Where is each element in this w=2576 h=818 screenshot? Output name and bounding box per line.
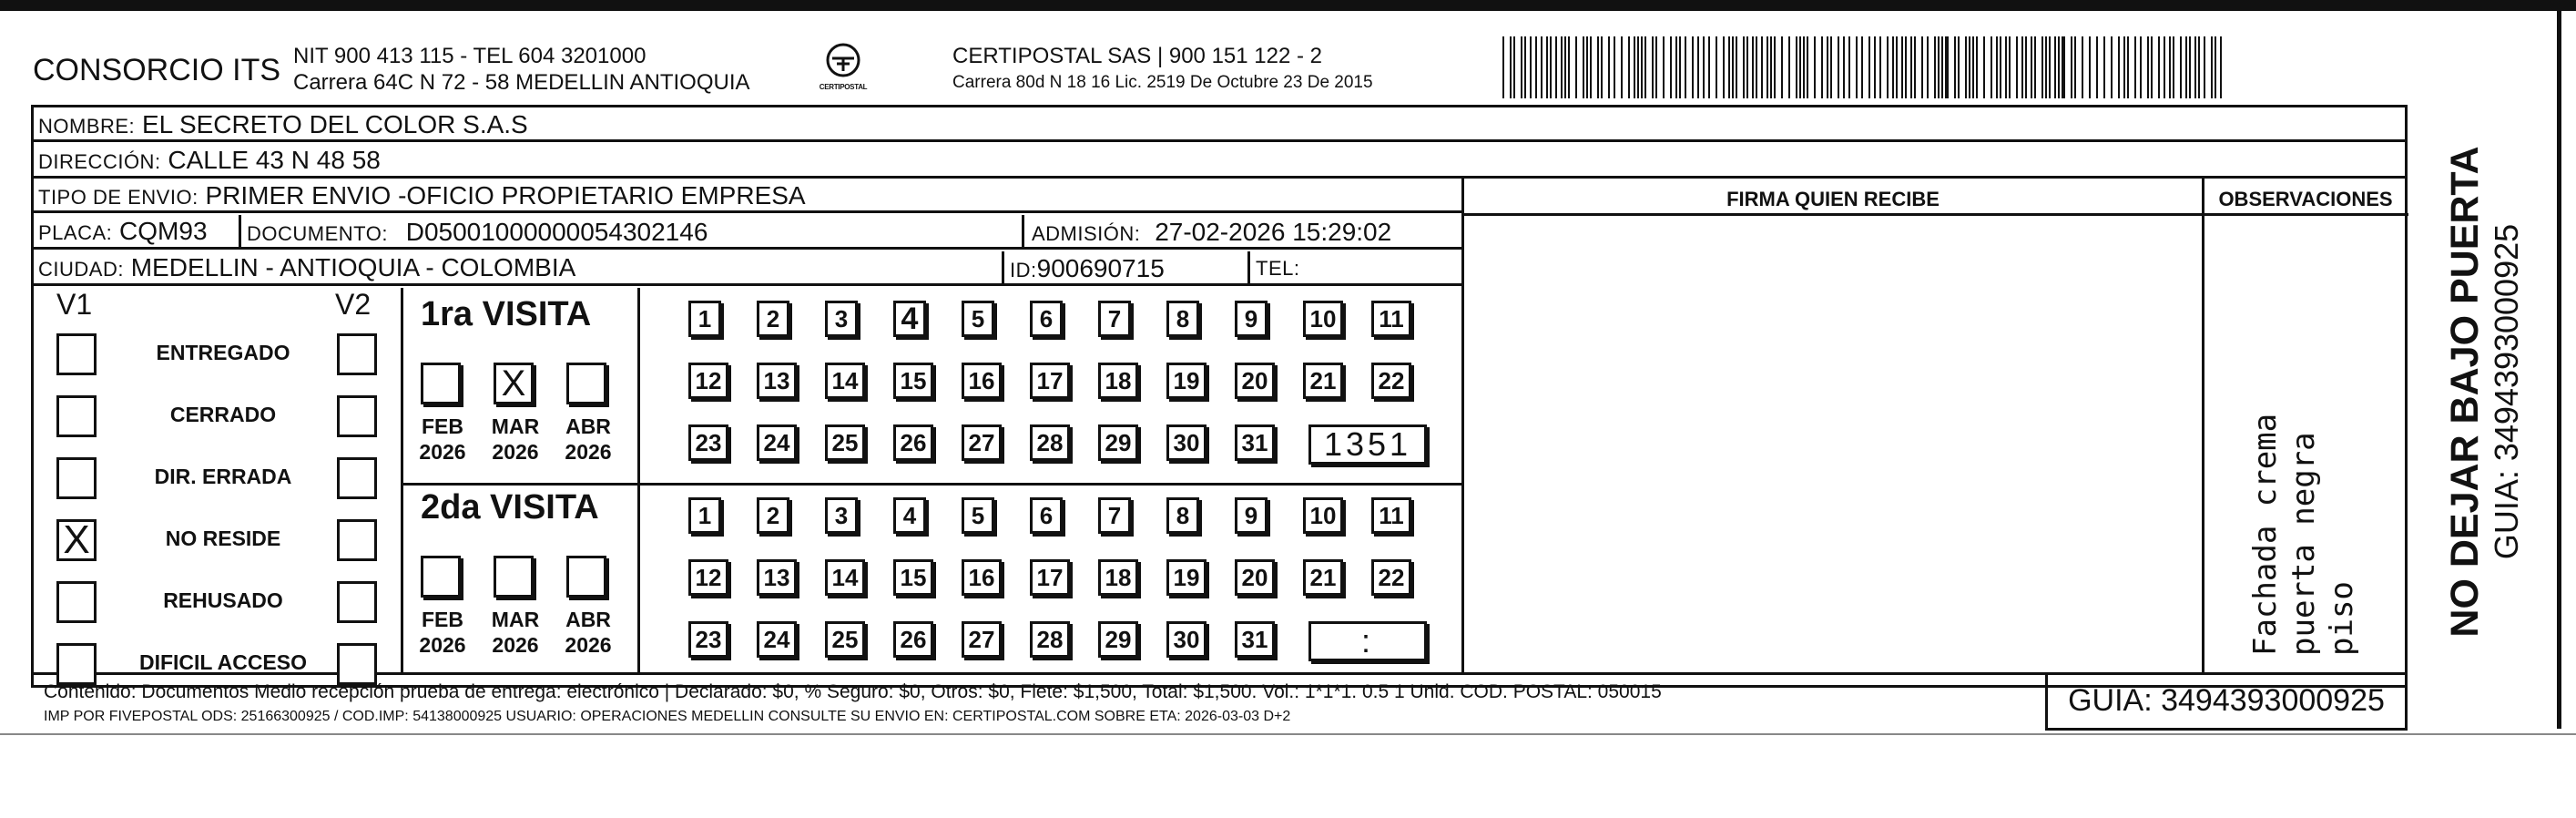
day-box[interactable]: 14 (825, 559, 865, 596)
month-year: 2026 (565, 440, 612, 464)
documento-cell: DOCUMENTO: D05001000000054302146 (239, 215, 1022, 248)
barcode-bar (1716, 36, 1717, 98)
footer-line-2: IMP POR FIVEPOSTAL ODS: 25166300925 / COD.IMP: 54138000925 USUARIO: OPERACIONES MEDELLIN CONSULTE SU ENVIO EN: CERTIPOSTAL.COM SOBRE ETA: 2026-03-03 D+2 (44, 709, 1291, 724)
barcode (1502, 36, 2231, 98)
day-box[interactable]: 29 (1098, 621, 1138, 658)
barcode-bar (1934, 36, 1936, 98)
company-nit: NIT 900 413 115 - TEL 604 3201000 (293, 44, 647, 68)
barcode-bar (1976, 36, 1978, 98)
day-box[interactable]: 8 (1166, 301, 1199, 337)
day-box[interactable]: 12 (688, 363, 728, 399)
barcode-bar (1644, 36, 1646, 98)
visit1-title: 1ra VISITA (421, 295, 592, 333)
barcode-bar (1555, 36, 1557, 98)
day-box[interactable]: 29 (1098, 424, 1138, 461)
time-box[interactable]: 1351 (1308, 424, 1427, 465)
barcode-bar (1969, 36, 1970, 98)
month-year: 2026 (492, 633, 539, 657)
barcode-bar (1848, 36, 1850, 98)
barcode-bar (1550, 36, 1552, 98)
barcode-bar (1830, 36, 1832, 98)
barcode-bar (2123, 36, 2125, 98)
day-box[interactable]: 5 (962, 497, 994, 534)
v2-label: V2 (335, 288, 372, 321)
day-box[interactable]: 1 (688, 497, 721, 534)
admision-cell: ADMISIÓN: 27-02-2026 15:29:02 (1022, 215, 1459, 248)
month-checkbox[interactable] (421, 363, 461, 404)
day-box[interactable]: 24 (757, 424, 797, 461)
barcode-bar (2185, 36, 2187, 98)
day-box[interactable]: 4 (893, 301, 926, 337)
v2-checkbox[interactable] (337, 457, 377, 499)
barcode-bar (1685, 36, 1686, 98)
day-box[interactable]: 22 (1371, 559, 1411, 596)
v1-checkbox[interactable] (56, 395, 97, 437)
status-label: REHUSADO (163, 588, 283, 612)
barcode-bar (2031, 36, 2032, 98)
month-checkbox[interactable] (566, 556, 606, 598)
v1-checkbox[interactable]: X (56, 519, 97, 561)
status-label: ENTREGADO (156, 341, 290, 364)
barcode-bar (1670, 36, 1672, 98)
day-box[interactable]: 12 (688, 559, 728, 596)
day-box[interactable]: 4 (893, 497, 926, 534)
day-box[interactable]: 30 (1166, 424, 1207, 461)
month-year: 2026 (419, 440, 466, 464)
barcode-bar (1843, 36, 1845, 98)
status-label: DIFICIL ACCESO (138, 650, 307, 674)
day-box[interactable]: 15 (893, 363, 933, 399)
barcode-bar (1807, 36, 1808, 98)
barcode-bar (2164, 36, 2165, 98)
months-divider (637, 288, 640, 674)
day-box[interactable]: 8 (1166, 497, 1199, 534)
day-box[interactable]: 7 (1098, 497, 1131, 534)
footer-guia-box (2045, 674, 2408, 731)
barcode-bar (1524, 36, 1526, 98)
courier-license: Carrera 80d N 18 16 Lic. 2519 De Octubre 23 De 2015 (952, 73, 1373, 92)
day-box[interactable]: 25 (825, 621, 865, 658)
bottom-rule (0, 733, 2576, 735)
barcode-bar (1614, 36, 1615, 98)
v1-checkbox[interactable] (56, 643, 97, 685)
barcode-bar (2215, 36, 2216, 98)
day-box[interactable]: 24 (757, 621, 797, 658)
month-name: FEB (422, 414, 463, 438)
month-year: 2026 (565, 633, 612, 657)
barcode-bar (1663, 36, 1665, 98)
barcode-bar (1781, 36, 1783, 98)
v2-checkbox[interactable] (337, 643, 377, 685)
barcode-bar (2096, 36, 2098, 98)
id-value: 900690715 (1036, 254, 1165, 282)
v2-checkbox[interactable] (337, 581, 377, 623)
barcode-bar (2009, 36, 2011, 98)
barcode-bar (2220, 36, 2222, 98)
barcode-bar (2025, 36, 2027, 98)
observations-handwriting (2213, 228, 2395, 665)
barcode-bar (1767, 36, 1768, 98)
day-box[interactable]: 6 (1030, 497, 1063, 534)
barcode-bar (2045, 36, 2047, 98)
day-box[interactable]: 16 (962, 363, 1002, 399)
barcode-bar (2189, 36, 2191, 98)
barcode-bar (1921, 36, 1923, 98)
day-box[interactable]: 9 (1235, 301, 1268, 337)
barcode-bar (1561, 36, 1563, 98)
status-label: NO RESIDE (165, 527, 281, 550)
day-box[interactable]: 22 (1371, 363, 1411, 399)
obs-left-divider (2202, 179, 2204, 674)
barcode-bar (1723, 36, 1725, 98)
day-box[interactable]: 3 (825, 497, 858, 534)
firma-left-divider (1461, 179, 1464, 674)
barcode-bar (2118, 36, 2120, 98)
day-box[interactable]: 21 (1303, 363, 1343, 399)
day-box[interactable]: 17 (1030, 559, 1070, 596)
direccion-value: CALLE 43 N 48 58 (168, 146, 381, 174)
row-tipo: TIPO DE ENVIO: PRIMER ENVIO -OFICIO PROPIETARIO EMPRESA (33, 179, 1462, 213)
day-box[interactable]: 19 (1166, 363, 1207, 399)
barcode-bar (2127, 36, 2129, 98)
barcode-bar (2151, 36, 2153, 98)
barcode-bar (1879, 36, 1881, 98)
barcode-bar (1628, 36, 1630, 98)
logo-text: CERTIPOSTAL (819, 83, 868, 91)
barcode-bar (2180, 36, 2182, 98)
barcode-bar (1752, 36, 1754, 98)
barcode-bar (1708, 36, 1710, 98)
obs-line-1: Fachada crema (2247, 413, 2284, 656)
no-dejar-notice: NO DEJAR BAJO PUERTA (2443, 146, 2487, 638)
day-box[interactable]: 11 (1371, 301, 1411, 337)
barcode-bar (2194, 36, 2196, 98)
day-box[interactable]: 28 (1030, 621, 1070, 658)
barcode-bar (1983, 36, 1985, 98)
ciudad-value: MEDELLIN - ANTIOQUIA - COLOMBIA (130, 253, 576, 281)
barcode-bar (1965, 36, 1967, 98)
barcode-bar (1679, 36, 1681, 98)
day-box[interactable]: 23 (688, 621, 728, 658)
observaciones-column-header: OBSERVACIONES (2218, 188, 2393, 210)
row-nombre: NOMBRE: EL SECRETO DEL COLOR S.A.S (33, 107, 2405, 142)
barcode-bar (2140, 36, 2142, 98)
barcode-bar (2034, 36, 2036, 98)
barcode-bar (2071, 36, 2072, 98)
barcode-bar (1938, 36, 1940, 98)
barcode-bar (1821, 36, 1823, 98)
barcode-bar (1774, 36, 1776, 98)
barcode-bar (1941, 36, 1943, 98)
visit-divider (401, 483, 1464, 486)
barcode-bar (1736, 36, 1737, 98)
day-box[interactable]: 23 (688, 424, 728, 461)
day-box[interactable]: 13 (757, 363, 797, 399)
barcode-bar (1601, 36, 1603, 98)
day-box[interactable]: 31 (1235, 621, 1275, 658)
row-placa: PLACA: CQM93 (33, 213, 1462, 250)
barcode-bar (1803, 36, 1805, 98)
barcode-bar (1637, 36, 1639, 98)
barcode-bar (1621, 36, 1623, 98)
barcode-bar (2074, 36, 2076, 98)
month-checkbox[interactable] (566, 363, 606, 404)
barcode-bar (1892, 36, 1894, 98)
barcode-bar (1586, 36, 1588, 98)
barcode-bar (1796, 36, 1797, 98)
day-box[interactable]: 20 (1235, 363, 1275, 399)
obs-line-2: puerta negra (2286, 432, 2322, 656)
barcode-bar (1590, 36, 1592, 98)
barcode-bar (1945, 36, 1949, 98)
barcode-bar (2211, 36, 2213, 98)
barcode-bar (2147, 36, 2149, 98)
day-box[interactable]: 18 (1098, 363, 1138, 399)
day-box[interactable]: 10 (1303, 301, 1343, 337)
day-box[interactable]: 17 (1030, 363, 1070, 399)
barcode-bar (1761, 36, 1763, 98)
firma-column-header: FIRMA QUIEN RECIBE (1726, 188, 1940, 210)
obs-line-3: piso (2324, 581, 2360, 656)
barcode-bar (1608, 36, 1610, 98)
tipo-value: PRIMER ENVIO -OFICIO PROPIETARIO EMPRESA (205, 181, 806, 210)
barcode-bar (1575, 36, 1577, 98)
visit2-title: 2da VISITA (421, 488, 599, 527)
barcode-bar (1675, 36, 1677, 98)
month-name: FEB (422, 608, 463, 631)
day-box[interactable]: 2 (757, 497, 789, 534)
header-underline (1461, 213, 2408, 216)
day-box[interactable]: 9 (1235, 497, 1268, 534)
day-box[interactable]: 14 (825, 363, 865, 399)
month-name: MAR (491, 608, 540, 631)
barcode-bar (1597, 36, 1599, 98)
barcode-bar (1513, 36, 1515, 98)
placa-value: CQM93 (119, 217, 208, 245)
day-box[interactable]: 13 (757, 559, 797, 596)
day-box[interactable]: 1 (688, 301, 721, 337)
day-box[interactable]: 20 (1235, 559, 1275, 596)
barcode-bar (2082, 36, 2083, 98)
barcode-bar (1991, 36, 1992, 98)
nombre-value: EL SECRETO DEL COLOR S.A.S (141, 110, 528, 138)
v2-checkbox[interactable] (337, 333, 377, 375)
barcode-bar (1583, 36, 1584, 98)
barcode-bar (1788, 36, 1790, 98)
barcode-bar (1732, 36, 1734, 98)
barcode-bar (2058, 36, 2060, 98)
documento-value: D05001000000054302146 (405, 218, 708, 246)
month-year: 2026 (419, 633, 466, 657)
day-box[interactable]: 7 (1098, 301, 1131, 337)
barcode-bar (1910, 36, 1912, 98)
barcode-bar (2204, 36, 2205, 98)
barcode-bar (1697, 36, 1699, 98)
logo-icon (822, 42, 864, 78)
day-box[interactable]: 31 (1235, 424, 1275, 461)
barcode-bar (1874, 36, 1876, 98)
company-address: Carrera 64C N 72 - 58 MEDELLIN ANTIOQUIA (293, 70, 750, 95)
barcode-bar (2111, 36, 2113, 98)
barcode-bar (2021, 36, 2023, 98)
day-box[interactable]: 25 (825, 424, 865, 461)
courier-name: CERTIPOSTAL SAS | 900 151 122 - 2 (952, 44, 1322, 68)
company-name: CONSORCIO ITS (33, 53, 281, 87)
status-divider (401, 288, 403, 674)
day-box[interactable]: 27 (962, 424, 1002, 461)
barcode-bar (1568, 36, 1570, 98)
barcode-bar (2000, 36, 2001, 98)
barcode-bar (2089, 36, 2091, 98)
certipostal-logo (816, 42, 871, 102)
day-box[interactable]: 11 (1371, 497, 1411, 534)
day-box[interactable]: 30 (1166, 621, 1207, 658)
barcode-bar (1655, 36, 1657, 98)
v1-label: V1 (56, 288, 93, 321)
day-box[interactable]: 21 (1303, 559, 1343, 596)
barcode-bar (2103, 36, 2105, 98)
tel-cell: TEL: (1247, 251, 1459, 284)
barcode-bar (1692, 36, 1694, 98)
v1-checkbox[interactable] (56, 333, 97, 375)
month-checkbox[interactable] (494, 556, 534, 598)
barcode-bar (1827, 36, 1828, 98)
barcode-bar (1856, 36, 1858, 98)
side-guia: GUIA: 3494393000925 (2488, 223, 2525, 560)
barcode-bar (2173, 36, 2174, 98)
barcode-bar (1535, 36, 1537, 98)
v2-checkbox[interactable] (337, 519, 377, 561)
barcode-bar (1954, 36, 1956, 98)
barcode-bar (1861, 36, 1863, 98)
day-box[interactable]: 10 (1303, 497, 1343, 534)
day-box[interactable]: 6 (1030, 301, 1063, 337)
barcode-bar (2005, 36, 2007, 98)
barcode-bar (1652, 36, 1654, 98)
barcode-bar (1564, 36, 1566, 98)
admision-value: 27-02-2026 15:29:02 (1155, 218, 1392, 246)
day-box[interactable]: 15 (893, 559, 933, 596)
barcode-bar (1838, 36, 1839, 98)
barcode-bar (1887, 36, 1889, 98)
barcode-bar (1799, 36, 1801, 98)
row-direccion: DIRECCIÓN: CALLE 43 N 48 58 (33, 142, 2405, 179)
right-border (2557, 0, 2561, 729)
day-box[interactable]: 28 (1030, 424, 1070, 461)
footer-line-1: Contenido: Documentos Medio recepción prueba de entrega: electrónico | Declarado: $0, % Seguro: $0, Otros: $0, Flete: $1,500, Total: $1,500. Vol.: 1*1*1. 0.5 1 Unid. COD. POSTAL: 050015 (44, 681, 1662, 702)
top-border (0, 0, 2576, 11)
barcode-bar (1546, 36, 1548, 98)
barcode-bar (1703, 36, 1705, 98)
v2-checkbox[interactable] (337, 395, 377, 437)
time-box[interactable]: : (1308, 621, 1427, 661)
v1-checkbox[interactable] (56, 581, 97, 623)
barcode-bar (2054, 36, 2056, 98)
barcode-bar (1746, 36, 1748, 98)
day-box[interactable]: 18 (1098, 559, 1138, 596)
barcode-bar (1927, 36, 1929, 98)
barcode-bar (2158, 36, 2160, 98)
day-box[interactable]: 26 (893, 424, 933, 461)
barcode-bar (1502, 36, 1504, 98)
side-area (2411, 109, 2557, 674)
barcode-bar (2062, 36, 2065, 98)
barcode-bar (1634, 36, 1635, 98)
month-year: 2026 (492, 440, 539, 464)
day-box[interactable]: 2 (757, 301, 789, 337)
day-box[interactable]: 16 (962, 559, 1002, 596)
barcode-bar (1972, 36, 1974, 98)
month-checkbox[interactable]: X (494, 363, 534, 404)
barcode-bar (2198, 36, 2200, 98)
month-name: ABR (565, 608, 611, 631)
barcode-bar (2016, 36, 2018, 98)
status-label: DIR. ERRADA (154, 465, 292, 488)
barcode-bar (1530, 36, 1532, 98)
v1-checkbox[interactable] (56, 457, 97, 499)
barcode-bar (1868, 36, 1870, 98)
month-name: ABR (565, 414, 611, 438)
barcode-bar (1896, 36, 1898, 98)
barcode-bar (1958, 36, 1960, 98)
month-checkbox[interactable] (421, 556, 461, 598)
barcode-bar (1541, 36, 1543, 98)
month-name: MAR (491, 414, 540, 438)
barcode-bar (1914, 36, 1916, 98)
barcode-bar (1996, 36, 1998, 98)
barcode-bar (1521, 36, 1522, 98)
barcode-bar (2041, 36, 2043, 98)
status-label: CERRADO (169, 403, 277, 426)
id-cell: ID:900690715 (1002, 251, 1247, 284)
barcode-bar (1756, 36, 1757, 98)
barcode-bar (1770, 36, 1772, 98)
barcode-bar (1905, 36, 1907, 98)
day-box[interactable]: 19 (1166, 559, 1207, 596)
footer-guia: GUIA: 3494393000925 (2068, 683, 2385, 718)
barcode-bar (2134, 36, 2136, 98)
row-ciudad: CIUDAD: MEDELLIN - ANTIOQUIA - COLOMBIA (33, 250, 1462, 286)
barcode-bar (2169, 36, 2171, 98)
barcode-bar (1510, 36, 1512, 98)
day-box[interactable]: 26 (893, 621, 933, 658)
barcode-bar (1641, 36, 1643, 98)
barcode-bar (1901, 36, 1903, 98)
barcode-bar (1743, 36, 1745, 98)
barcode-bar (2049, 36, 2051, 98)
day-box[interactable]: 27 (962, 621, 1002, 658)
barcode-bar (1814, 36, 1816, 98)
day-box[interactable]: 5 (962, 301, 994, 337)
barcode-bar (1728, 36, 1730, 98)
day-box[interactable]: 3 (825, 301, 858, 337)
